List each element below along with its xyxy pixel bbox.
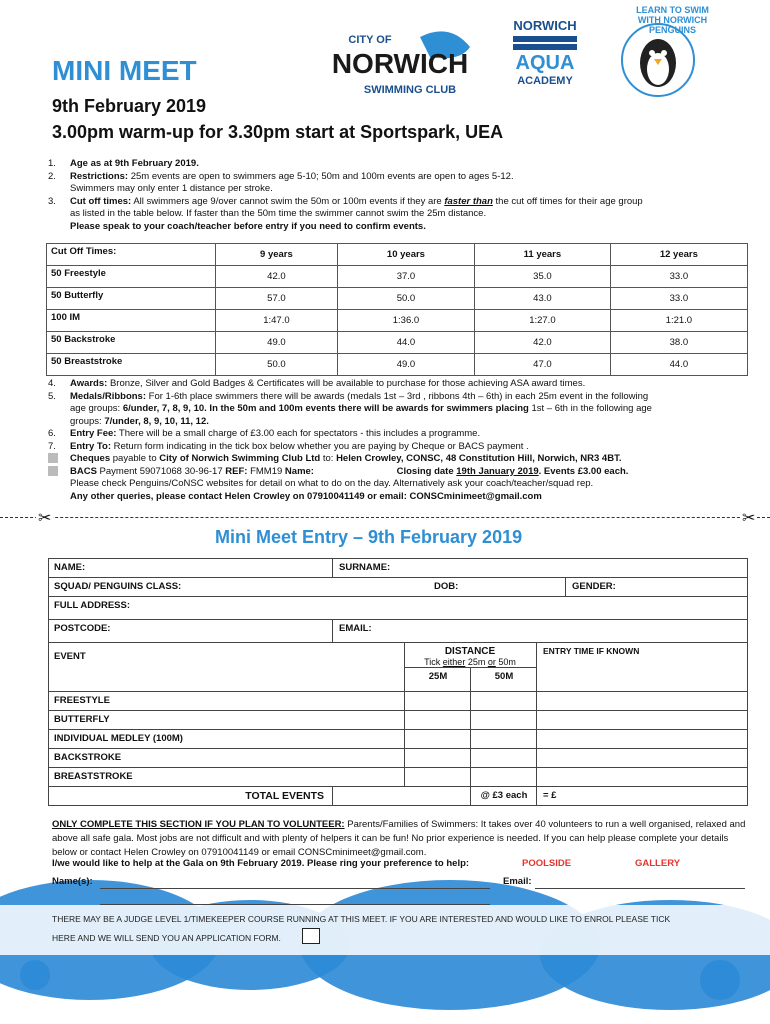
info-text: Bronze, Silver and Gold Badges & Certificates will be available to purchase for those achieving ASA award times.	[107, 378, 586, 389]
table-header: 9 years	[216, 244, 338, 266]
entry-form	[48, 558, 748, 806]
table-cell: 43.0	[475, 288, 611, 310]
table-cell: 50 Breaststroke	[47, 354, 216, 376]
tick-text: 25m	[465, 657, 488, 667]
dob-field[interactable]: DOB:	[434, 581, 459, 592]
total-events-label: TOTAL EVENTS	[245, 790, 324, 802]
info-number: 5.	[48, 390, 56, 402]
table-cell: 1:21.0	[610, 310, 747, 332]
form-row-address	[48, 596, 748, 619]
form-row-squad	[48, 577, 748, 596]
norwich-penguins-logo	[600, 5, 715, 105]
info-text: For 1-6th place swimmers there will be awards (medals 1st – 3rd , ribbons 4th – 6th) in each 25m event in the following	[146, 390, 649, 402]
table-cell: 50.0	[337, 288, 474, 310]
table-cell: 57.0	[216, 288, 338, 310]
info-bold: . Events £3.00 each.	[538, 465, 629, 477]
info-label: BACS	[70, 465, 97, 477]
info-queries	[48, 491, 758, 504]
table-header-row	[47, 244, 748, 266]
table-cell: 35.0	[475, 266, 611, 288]
table-cell: 50 Butterfly	[47, 288, 216, 310]
table-cell: 50 Freestyle	[47, 266, 216, 288]
logo-aqua-sub: ACADEMY	[517, 75, 573, 87]
tick-text: or	[487, 657, 496, 667]
payment-cheque-row	[48, 453, 758, 466]
judge-course-tick-box[interactable]	[302, 928, 320, 944]
distance-50m-header: 50M	[494, 671, 514, 682]
event-row-im	[48, 729, 748, 748]
cut-line	[0, 517, 770, 518]
rule-1	[48, 158, 758, 171]
rule-text: Swimmers may only enter 1 distance per stroke.	[70, 183, 273, 194]
info-label: Cheques	[70, 453, 111, 464]
info-bold: Name:	[284, 465, 314, 477]
info-medals	[48, 391, 758, 429]
cutoff-times-table	[46, 243, 748, 376]
table-header: Cut Off Times:	[47, 244, 216, 266]
city-of-norwich-logo	[320, 22, 480, 112]
table-cell: 42.0	[475, 332, 611, 354]
info-label: Entry Fee:	[70, 428, 117, 439]
total-events-row	[48, 786, 748, 806]
meet-times: 3.00pm warm-up for 3.30pm start at Sportspark, UEA	[52, 122, 504, 142]
table-cell: 37.0	[337, 266, 474, 288]
event-label: BUTTERFLY	[54, 714, 110, 725]
rule-text: as listed in the table below. If faster than the 50m time the swimmer cannot swim the 25m distance.	[70, 208, 487, 219]
info-text: There will be a small charge of £3.00 each for spectators - this includes a programme.	[116, 428, 481, 439]
info-label: Awards:	[70, 378, 108, 389]
logo-aqua-main: AQUA	[515, 52, 575, 74]
info-text: 1st – 6th in the following age	[528, 403, 652, 414]
table-cell: 42.0	[216, 266, 338, 288]
event-header: EVENT	[54, 651, 86, 662]
event-row-backstroke	[48, 748, 748, 767]
email-field[interactable]: EMAIL:	[339, 623, 372, 634]
scissors-icon: ✂	[38, 510, 52, 527]
flag-icon	[513, 36, 577, 50]
table-cell: 1:27.0	[475, 310, 611, 332]
info-websites	[48, 478, 758, 491]
poolside-option[interactable]: POOLSIDE	[522, 858, 572, 869]
rule-3	[48, 196, 758, 234]
logo-city-top: CITY OF	[348, 34, 392, 46]
rule-number: 2.	[48, 170, 56, 182]
cheque-tick-box[interactable]	[48, 453, 58, 463]
event-row-freestyle	[48, 691, 748, 710]
event-label: BACKSTROKE	[54, 752, 122, 763]
table-cell: 50.0	[216, 354, 338, 376]
logo-aqua-top: NORWICH	[513, 18, 577, 33]
info-text: Payment 59071068 30-96-17	[96, 465, 226, 477]
info-text: FMM19	[247, 465, 285, 477]
tick-text: Tick	[424, 657, 443, 667]
info-entry	[48, 441, 758, 454]
names-input-line[interactable]	[100, 888, 490, 889]
info-bold: Helen Crowley, CONSC, 48 Constitution Hill, Norwich, NR3 4BT.	[336, 453, 622, 464]
tick-text: either	[442, 657, 466, 667]
gallery-option[interactable]: GALLERY	[635, 858, 681, 869]
info-number: 6.	[48, 428, 56, 439]
rule-bold: Please speak to your coach/teacher before entry if you need to confirm events.	[70, 220, 426, 232]
table-cell: 49.0	[216, 332, 338, 354]
volunteer-text: Parents/Families of Swimmers: It takes over 40 volunteers to run a well organised, relaxed and above all safe gala. Most jobs are not difficult and with plenty of helpers it can be fun! No prior experience is needed. If you can help please complete your details below or contact Helen Crowley on 07910041149 or email CONSCminimeet@gmail.com.	[52, 819, 746, 858]
squad-field[interactable]: SQUAD/ PENGUINS CLASS:	[54, 581, 182, 592]
distance-25m-header: 25M	[428, 671, 448, 682]
info-bold: City of Norwich Swimming Club Ltd	[159, 453, 321, 464]
info-fee	[48, 428, 758, 441]
table-header: 10 years	[337, 244, 474, 266]
bacs-tick-box[interactable]	[48, 466, 58, 476]
closing-date: 19th January 2019	[456, 465, 539, 477]
table-row	[47, 354, 748, 376]
info-text: payable to	[110, 453, 160, 464]
rule-text: 25m events are open to swimmers age 5-10; 50m and 100m events are open to ages 5-12.	[128, 170, 514, 182]
form-row-postcode	[48, 619, 748, 642]
aqua-academy-logo	[505, 18, 585, 98]
rule-text: the cut off times for their age group	[492, 195, 643, 207]
entry-form-title: Mini Meet Entry – 9th February 2019	[215, 527, 523, 547]
table-cell: 1:36.0	[337, 310, 474, 332]
name-field[interactable]: NAME:	[54, 562, 86, 573]
price-each: @ £3 each	[480, 790, 528, 801]
table-cell: 38.0	[610, 332, 747, 354]
info-text: age groups:	[70, 403, 123, 414]
info-number: 7.	[48, 440, 56, 452]
tick-text: 50m	[495, 657, 516, 667]
info-label: Entry To:	[70, 440, 111, 452]
table-header: 11 years	[475, 244, 611, 266]
table-cell: 44.0	[610, 354, 747, 376]
info-bold: REF:	[225, 465, 248, 477]
table-cell: 50 Backstroke	[47, 332, 216, 354]
rule-emphasis: faster than	[444, 195, 493, 207]
logo-penguins-ring-text: LEARN TO SWIM WITH NORWICH PENGUINS	[636, 5, 709, 35]
payment-bacs-row	[48, 466, 758, 479]
volunteer-heading: ONLY COMPLETE THIS SECTION IF YOU PLAN TO VOLUNTEER:	[52, 819, 345, 830]
names-input-line-2[interactable]	[100, 904, 490, 905]
info-label: Medals/Ribbons:	[70, 390, 147, 402]
event-row-breaststroke	[48, 767, 748, 786]
help-text: I/we would like to help at the Gala on 9th February 2019. Please ring your preference to help:	[52, 858, 470, 869]
gender-field[interactable]: GENDER:	[572, 581, 616, 592]
table-cell: 44.0	[337, 332, 474, 354]
table-row	[47, 288, 748, 310]
table-row	[47, 332, 748, 354]
form-row-name	[48, 558, 748, 577]
help-line	[52, 858, 469, 869]
event-row-butterfly	[48, 710, 748, 729]
event-label: INDIVIDUAL MEDLEY (100M)	[54, 733, 183, 744]
distance-label: DISTANCE	[444, 646, 496, 657]
info-bold: Closing date	[396, 465, 457, 477]
table-cell: 47.0	[475, 354, 611, 376]
scissors-icon: ✂	[742, 510, 756, 527]
info-awards	[48, 378, 758, 391]
logo-city-sub: SWIMMING CLUB	[363, 84, 457, 96]
rule-bold: Cut off times:	[70, 195, 132, 207]
meet-date: 9th February 2019	[52, 96, 207, 116]
table-cell: 49.0	[337, 354, 474, 376]
info-bold: 7/under, 8, 9, 10, 11, 12.	[104, 415, 209, 427]
surname-field[interactable]: SURNAME:	[339, 562, 391, 573]
event-label: BREASTSTROKE	[54, 771, 133, 782]
table-row	[47, 310, 748, 332]
info-number: 4.	[48, 378, 56, 389]
rule-text: All swimmers age 9/over cannot swim the 50m or 100m events if they are	[131, 195, 445, 207]
table-cell: 33.0	[610, 288, 747, 310]
table-header: 12 years	[610, 244, 747, 266]
info-bold: 6/under, 7, 8, 9, 10. In the 50m and 100m events there will be awards for swimmers placing	[122, 403, 529, 414]
rules-list	[48, 158, 758, 233]
judge-course-text-2: HERE AND WE WILL SEND YOU AN APPLICATION FORM.	[52, 933, 281, 943]
event-label: FREESTYLE	[54, 695, 110, 706]
rule-2	[48, 171, 758, 196]
rule-bold: Restrictions:	[70, 170, 129, 182]
info-text: Please check Penguins/CoNSC websites for detail on what to do on the day. Alternatively ask your coach/teacher/squad rep.	[70, 478, 594, 489]
info-text: Return form indicating in the tick box below whether you are paying by Cheque or BACS payment .	[111, 440, 529, 452]
table-cell: 1:47.0	[216, 310, 338, 332]
postcode-field[interactable]: POSTCODE:	[54, 623, 111, 634]
judge-course-text: THERE MAY BE A JUDGE LEVEL 1/TIMEKEEPER COURSE RUNNING AT THIS MEET. IF YOU ARE INTERESTED AND WOULD LIKE TO ENROL PLEASE TICK	[52, 914, 671, 924]
rule-number: 3.	[48, 195, 56, 207]
volunteer-email-line[interactable]	[535, 888, 745, 889]
info-text: to:	[320, 453, 337, 464]
volunteer-section	[52, 818, 752, 860]
table-cell: 33.0	[610, 266, 747, 288]
rule-bold: Age as at 9th February 2019.	[70, 158, 199, 169]
names-label: Name(s):	[52, 876, 93, 887]
info-text: groups:	[70, 415, 105, 427]
table-cell: 100 IM	[47, 310, 216, 332]
page-title: MINI MEET	[52, 55, 197, 86]
total-cost[interactable]: = £	[543, 790, 557, 801]
rule-number: 1.	[48, 158, 56, 169]
info-bold: Any other queries, please contact Helen Crowley on 07910041149 or email: CONSCminimeet@gmail.com	[70, 490, 542, 502]
volunteer-email-label: Email:	[503, 876, 532, 887]
logo-city-main: NORWICH	[331, 48, 469, 79]
address-field[interactable]: FULL ADDRESS:	[54, 600, 130, 611]
form-row-event-header	[48, 642, 748, 691]
table-row	[47, 266, 748, 288]
entry-time-header: ENTRY TIME IF KNOWN	[543, 646, 640, 656]
info-list	[48, 378, 758, 503]
